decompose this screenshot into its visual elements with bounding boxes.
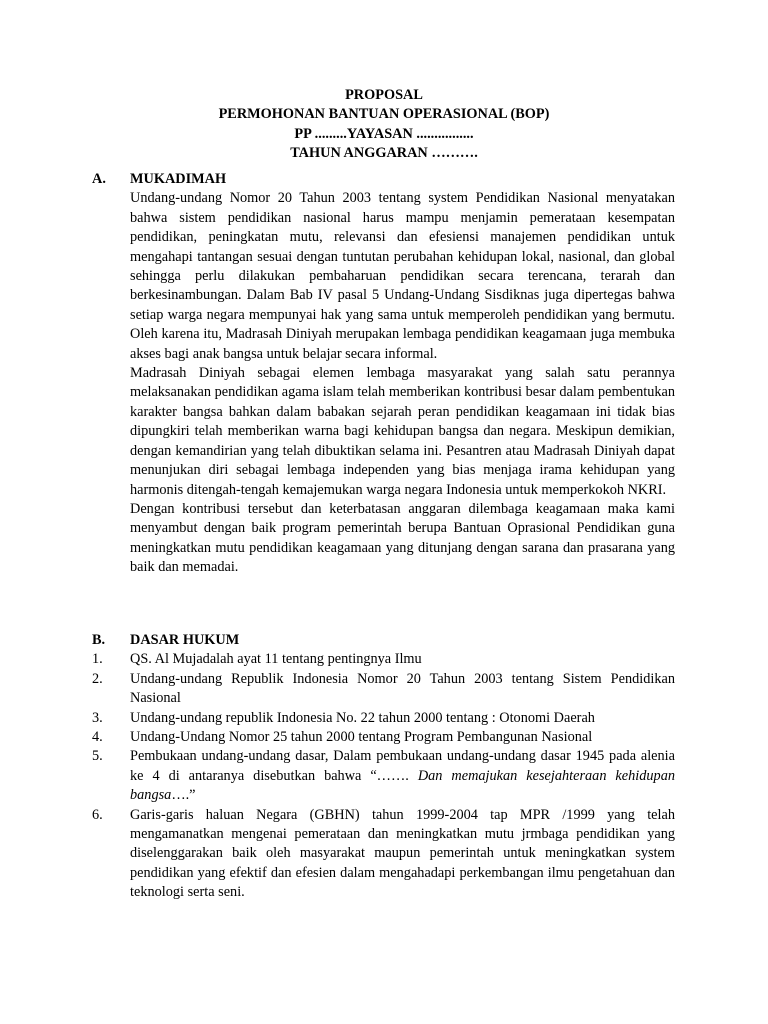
paragraph-3: Dengan kontribusi tersebut dan keterbatasan anggaran dilembaga keagamaan maka kami menyambut dengan baik program pemerintah berupa Bantuan Oprasional Pendidikan guna meningkatkan mutu pendidikan keagamaan yang ditunjang dengan sarana dan prasarana yang baik dan memadai. [130,500,675,576]
quote-italic: Dan memajukan kesejahteraan kehidupan bangsa [130,767,675,804]
document-header [0,86,768,164]
header-title: PROPOSAL [345,87,423,103]
paragraph-1: Undang-undang Nomor 20 Tahun 2003 tentang system Pendidikan Nasional menyatakan bahwa sistem pendidikan nasional harus mampu menjamin pemerataan kesempatan pendidikan, peningkatan mutu, relevansi dan efesiensi manajemen pendidikan untuk mengahapi tantangan sesuai dengan tuntutan perubahan kehidupan lokal, nasional, dan global sehingga perlu dilakukan pembaharuan pendidikan secara terencana, terarah dan berkesinambungan. Dalam Bab IV pasal 5 Undang-Undang Sisdiknas juga dipertegas bahwa setiap warga negara mempunyai hak yang sama untuk memperoleh pendidikan yang bermutu. Oleh karena itu, Madrasah Diniyah merupakan lembaga pendidikan keagamaan juga membuka akses bagi anak bangsa untuk belajar secara informal. [130,190,675,362]
list-item [92,670,675,709]
list-item-number: 1. [92,651,103,668]
list-item-number: 5. [92,748,103,765]
quote-intro: Pembukaan undang-undang dasar, Dalam pembukaan undang-undang dasar 1945 pada alenia ke 4 di antaranya disebutkan bahwa “……. [130,748,675,784]
quote-tail: ….” [171,787,196,804]
section-dasar-hukum [92,631,675,903]
section-b-marker: B. [92,632,106,648]
list-item-text: QS. Al Mujadalah ayat 11 tentang pentingnya Ilmu [130,651,422,668]
header-fiscal-year: TAHUN ANGGARAN ………. [290,145,478,162]
list-item-number: 2. [92,670,103,687]
paragraph-2: Madrasah Diniyah sebagai elemen lembaga masyarakat yang salah satu perannya melaksanakan pendidikan agama islam telah memberikan kontribusi besar dalam pembentukan karakter bangsa bahkan dalam babakan sejarah peran pendidikan keagamaan ini tidak bias dipungkiri telah memberikan warna bagi kehidupan bangsa dan negara. Meskipun demikian, dengan kemandirian yang telah dibuktikan selama ini. Pesantren atau Madrasah Diniyah dapat menunjukan diri sebagai lembaga independen yang bias menjaga irama kehidupan yang harmonis ditengah-tengah kemajemukan warga negara Indonesia untuk memperkokoh NKRI. [130,365,675,498]
list-item [92,806,675,903]
section-a-title: MUKADIMAH [130,171,227,187]
list-item-number: 6. [92,806,103,823]
list-item-text: Garis-garis haluan Negara (GBHN) tahun 1999-2004 tap MPR /1999 yang telah mengamanatkan mengenai pemerataan dan meningkatkan mutu jrmbaga pendidikan yang diselenggarakan baik oleh masyarakat maupun pemerintah untuk meningkatkan system pendidikan yang efektif dan efesien dalam mengahadapi perkembangan ilmu pengetahuan dan teknologi serta seni. [130,806,675,901]
list-item-text [130,747,675,805]
list-item [92,728,675,747]
list-item [92,747,675,805]
header-subtitle: PERMOHONAN BANTUAN OPERASIONAL (BOP) [218,106,550,123]
list-item-text: Undang-undang Republik Indonesia Nomor 20 Tahun 2003 tentang Sistem Pendidikan Nasional [130,670,675,707]
list-item [92,709,675,728]
header-institution: PP .........YAYASAN ................ [294,125,474,142]
list-item-number: 4. [92,729,103,746]
section-a-marker: A. [92,171,106,187]
list-item-number: 3. [92,709,103,726]
list-item [92,650,675,669]
section-b-title: DASAR HUKUM [130,632,240,648]
list-item-text: Undang-undang republik Indonesia No. 22 tahun 2000 tentang : Otonomi Daerah [130,709,595,726]
list-item-text: Undang-Undang Nomor 25 tahun 2000 tentang Program Pembangunan Nasional [130,729,593,746]
section-mukadimah [92,170,675,578]
